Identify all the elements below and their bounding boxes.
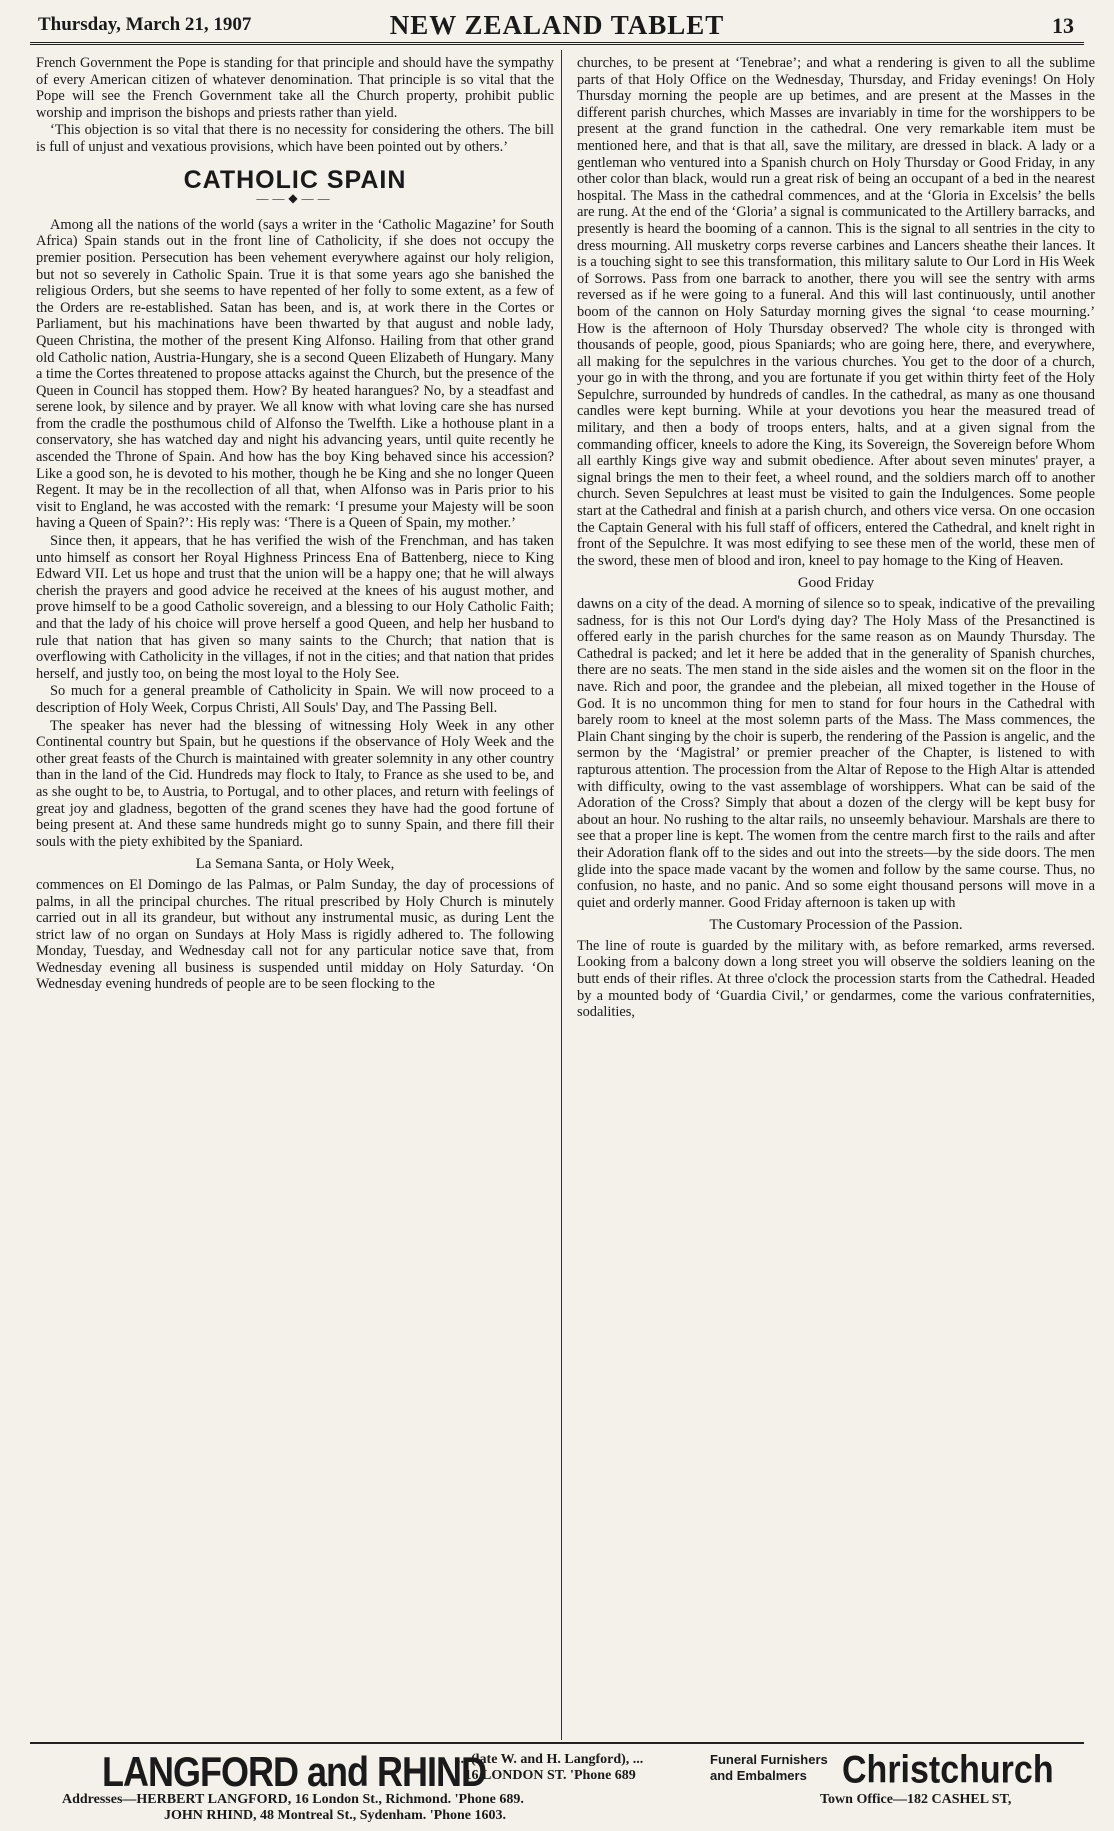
article-heading: CATHOLIC SPAIN (183, 165, 407, 194)
intro-paragraph-2: ‘This objection is so vital that there is no necessity for considering the others. The bill is full of unjust and vexatious provisions, which have been pointed out by others.’ (36, 122, 554, 155)
newspaper-title: NEW ZEALAND TABLET (389, 10, 725, 40)
ad-funeral (710, 1752, 828, 1784)
article-paragraph: commences on El Domingo de las Palmas, or Palm Sunday, the day of processions of palms, in all the principal churches. The ritual prescribed by Holy Church is minutely carried out in all its grandeur, but without any instrumental music, as during Lent the strict law of no organ on Sundays at Holy Mass is rigidly adhered to. The following Monday, Tuesday, and Wednesday call not for any particular notice save that, from Wednesday evening all business is suspended until midday on Holy Saturday. ‘On Wednesday evening hundreds of people are to be seen flocking to the (36, 876, 554, 993)
subheading-good-friday: Good Friday (797, 575, 875, 592)
article-paragraph: So much for a general preamble of Catholicity in Spain. We will now proceed to a description of Holy Week, Corpus Christi, All Souls' Day, and The Passing Bell. (36, 683, 554, 716)
page-number: 13 (1052, 13, 1074, 38)
ad-firm-line: ... (late W. and H. Langford), ... (457, 1752, 644, 1767)
ad-address: JOHN RHIND, 48 Montreal St., Sydenham. 'Phone 1603. (164, 1808, 506, 1823)
right-column (577, 55, 1095, 1022)
issue-date: Thursday, March 21, 1907 (38, 14, 252, 35)
ad-funeral-line: Funeral Furnishers (710, 1752, 828, 1767)
ad-firm-line: 16 LONDON ST. 'Phone 689 (464, 1768, 636, 1783)
article-paragraph: The line of route is guarded by the military with, as before remarked, arms reversed. Looking from a balcony down a long street you will observe the soldiers leaning on the butt ends of their rifles. At three o'clock the procession starts from the Cathedral. Headed by a mounted body of ‘Guardia Civil,’ or gendarmes, come the various confraternities, sodalities, (577, 937, 1095, 1021)
article-paragraph: Among all the nations of the world (says a writer in the ‘Catholic Magazine’ for South Africa) Spain stands out in the front line of Catholicity, if she does not occupy the premier position. Persecution has been vehement everywhere against our holy religion, but not so severely in Catholic Spain. True it is that some years ago she banished the religious Orders, but she seems to have repented of her folly to some extent, as a few of the Orders are re-established. Satan has been, and is, at work there in the Cortes or Parliament, but his machinations have been thwarted by that august and noble lady, Queen Christina, the mother of the present King Alfonso. Hailing from that other grand old Catholic nation, Austria-Hungary, she is a second Queen Elizabeth of Hungary. Many a time the Cortes threatened to propose attacks against the Church, but the presence of the Queen in Council has stopped them. How? By heated harangues? No, by a steadfast and serene look, by silence and by prayer. We all know with what loving care she has nursed from the cradle the posthumous child of Alfonso the Twelfth. Like a hothouse plant in a conservatory, she has watched day and night his advancing years, until quite recently he ascended the Throne of Spain. And how has the boy King behaved since his accession? Like a good son, he is devoted to his mother, though he be King and she no longer Queen Regent. It may be in the recollection of all that, when Alfonso was in Paris prior to his visit to England, he was accosted with the remark: ‘I presume your Majesty will be soon having a Queen of Spain?’: His reply was: ‘There is a Queen of Spain, my mother.’ (36, 216, 554, 532)
ad-firm-details (457, 1752, 643, 1784)
masthead (30, 8, 1084, 45)
article-paragraph: The speaker has never had the blessing of witnessing Holy Week in any other Continental country but Spain, but he questions if the observance of Holy Week and the other great feasts of the Church is maintained with greater solemnity in any other country than in the land of the Cid. Hundreds may flock to Italy, to France as she used to be, and as she ought to be, to Austria, to Portugal, and to other places, and return with feelings of great joy and gladness, begotten of the grand scenes they have had the good fortune of being present at. And these same hundreds might go to sunny Spain, and there fill their souls with the piety exhibited by the Spaniard. (36, 717, 554, 850)
subheading-procession: The Customary Procession of the Passion. (709, 917, 963, 934)
column-rule (561, 50, 562, 1740)
advertisement (30, 1742, 1084, 1826)
article-paragraph: churches, to be present at ‘Tenebrae’; and what a rendering is given to all the sublime parts of that Holy Office on the Wednesday, Thursday, and Friday evenings! On Holy Thursday morning the people are up betimes, and are present at the Masses in the different parish churches, which Masses are invariably in time for the worshippers to be present at the grand function in the cathedral. One very remarkable item must be mentioned here, and that is that all, save the military, are dressed in black. A lady or a gentleman who ventured into a Spanish church on Holy Thursday or Good Friday, in any other color than black, would run a great risk of being an occupant of a bed in the nearest hospital. The Mass in the cathedral commences, and at the ‘Gloria in Excelsis’ the bells are rung. At the end of the ‘Gloria’ a signal is communicated to the Artillery barracks, and presently is heard the booming of a cannon. This is the signal to all sentries in the city to dress mourning. All musketry corps reverse carbines and Lancers sheathe their lances. It is a touching sight to see this transformation, this military salute to Our Lord in His Week of Sorrows. Pass from one barrack to another, there you will see the sentry with arms reversed as if he were going to a funeral. And this will last continuously, until another boom of the cannon on Holy Saturday morning gives the signal ‘to cease mourning.’ How is the afternoon of Holy Thursday observed? The whole city is thronged with thousands of people, good, pious Spaniards; who are going here, there, and everywhere, all making for the sepulchres in the various churches. You get to the door of a church, your go in with the throng, and you are fortunate if you get within thirty feet of the Holy Sepulchre, surrounded by hundreds of candles. In the cathedral, as many as one thousand candles were kept burning. While at your devotions you hear the measured tread of military, and then a body of troops enters, halts, and at a given signal from the commanding officer, kneels to adore the King, its Sovereign, the Sovereign before Whom all earthly Kings give way and submit obedience. After about seven minutes' prayer, a signal brings the men to their feet, a wheel round, and the soldiers march off to another church. Seven Sepulchres at least must be visited to gain the Indulgences. Some people start at the Cathedral and finish at a parish church, and others vice versa. On one occasion the Captain General with his full staff of officers, entered the Cathedral, and knelt right in front of the Sepulchre. It was most edifying to see these men of the world, these men of the sword, these men of blood and iron, kneel to pay homage to the King of Heaven. (577, 55, 1095, 569)
heading-ornament: ——◆—— (256, 191, 334, 206)
subheading-holy-week: La Semana Santa, or Holy Week, (195, 856, 395, 873)
article-paragraph: Since then, it appears, that he has verified the wish of the Frenchman, and has taken unto himself as consort her Royal Highness Princess Ena of Battenberg, niece to King Edward VII. Let us hope and trust that the union will be a happy one; that he will always cherish the prayers and good advice he received at the knees of his august mother, and prove himself to be a good Catholic sovereign, and a blessing to our Holy Catholic Faith; and that the lady of his choice will prove herself a good Queen, and help her husband to rule that nation that has given so many saints to the Church; that nation that is overflowing with Catholicity in the villages, if not in the cities; and that nation that prides herself, and justly too, on being the most loyal to the Holy See. (36, 533, 554, 682)
ad-address: Addresses—HERBERT LANGFORD, 16 London St., Richmond. 'Phone 689. (62, 1792, 524, 1807)
article-paragraph: dawns on a city of the dead. A morning of silence so to speak, indicative of the prevailing sadness, for is this not Our Lord's dying day? The Holy Mass of the Presanctined is offered early in the parish churches for the same reason as on Maundy Thursday. The Cathedral is packed; and let it here be added that in the generality of Spanish churches, there are no seats. The men stand in the side aisles and the women sit on the floor in the nave. Rich and poor, the grandee and the plebeian, all mixed together in the House of God. It is no uncommon thing for men to stand for four hours in the Cathedral with barely room to kneel at the most solemn parts of the Mass. The Mass commences, the Plain Chant singing by the choir is superb, the rendering of the Passion is angelic, and the sermon by the ‘Magistral’ or premier preacher of the Chapter, is listened to with rapturous attention. The procession from the Altar of Repose to the High Altar is attended with difficulty, owing to the vast assemblage of worshippers. What can be said of the Adoration of the Cross? Simply that about a dozen of the clergy will be kept busy for about an hour. No rushing to the altar rails, no unseemly behaviour. Marshals are there to see that a proper line is kept. The women from the centre march first to the rails and after their Adoration flank off to the sides and out into the streets—by the side doors. The men glide into the space made vacant by the women and follow by the same course. Thus, no confusion, no haste, and no panic. And so some eight thousand persons will move in a quiet and orderly manner. Good Friday afternoon is taken up with (577, 596, 1095, 911)
ad-funeral-line: and Embalmers (710, 1768, 807, 1783)
left-column (36, 55, 554, 994)
ad-town-office: Town Office—182 CASHEL ST, (820, 1792, 1012, 1807)
ad-city: Christchurch (842, 1748, 1054, 1792)
intro-paragraph: French Government the Pope is standing for that principle and should have the sympathy of every American citizen of whatever denomination. That principle is so vital that the Pope will see the French Government take all the Church property, prohibit public worship and imprison the bishops and priests rather than yield. (36, 55, 554, 121)
ad-brand: LANGFORD and RHIND (102, 1748, 486, 1796)
